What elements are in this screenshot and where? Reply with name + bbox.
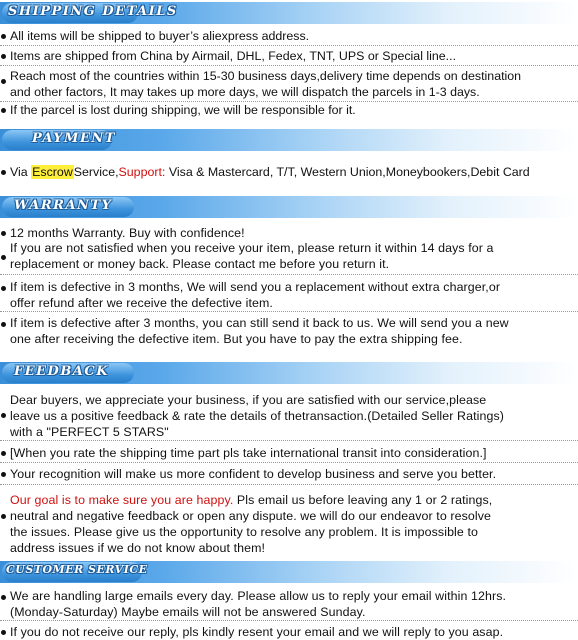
bullet-icon: [1, 286, 6, 291]
divider: [0, 462, 578, 463]
list-item: All items will be shipped to buyer’s aliexpress address.: [0, 28, 578, 44]
divider: [0, 274, 578, 275]
bullet-icon: [1, 108, 6, 113]
list-item: Reach most of the countries within 15-30 business days,delivery time depends on destination and other factors, It may takes up more days, we will dispatch the parcels in 1-3 days.: [0, 68, 578, 100]
list-item: If you do not receive our reply, pls kindly resent your email and we will reply to you asap.: [0, 624, 578, 640]
bullet-icon: [1, 255, 6, 260]
list-item: If item is defective in 3 months, We will send you a replacement without extra charger,or offer refund after we receive the defective item.: [0, 279, 578, 311]
list-item: If item is defective after 3 months, you can still send it back to us. We will send you a new one after receiving the defective item. But you have to pay the extra shipping fee.: [0, 315, 578, 347]
bullet-icon: [1, 79, 6, 84]
feedback-header: [0, 362, 578, 384]
feedback-title: FEEDBACK: [14, 364, 110, 379]
support-label: Support:: [118, 165, 166, 179]
bullet-icon: [1, 34, 6, 39]
divider: [0, 45, 578, 46]
payment-methods: Via EscrowService,Support: Visa & Mastercard, T/T, Western Union,Moneybookers,Debit Card: [0, 164, 578, 180]
bullet-icon: [1, 413, 6, 418]
list-item: If the parcel is lost during shipping, we will be responsible for it.: [0, 102, 578, 118]
shipping-details-header: [0, 2, 578, 24]
divider: [0, 484, 578, 485]
divider: [0, 65, 578, 66]
bullet-icon: [1, 54, 6, 59]
bullet-icon: [1, 451, 6, 456]
divider: [0, 620, 578, 621]
escrow-highlight: Escrow: [32, 165, 73, 179]
list-item: Items are shipped from China by Airmail, DHL, Fedex, TNT, UPS or Special line...: [0, 48, 578, 64]
divider: [0, 440, 578, 441]
bullet-icon: [1, 514, 6, 519]
list-item: Dear buyers, we appreciate your business, if you are satisfied with our service,please leave us a positive feedback & rate the details of thetransaction.(Detailed Seller Ratings) with a "PERFECT 5 STARS": [0, 392, 578, 440]
bullet-icon: [1, 630, 6, 635]
payment-title: PAYMENT: [32, 131, 116, 146]
bullet-icon: [1, 472, 6, 477]
bullet-icon: [1, 170, 6, 175]
list-item: We are handling large emails every day. Please allow us to reply your email within 12hrs. (Monday-Saturday) Maybe emails will not be answered Sunday.: [0, 588, 578, 620]
list-item: If you are not satisfied when you receive your item, please return it within 14 days for a replacement or money back. Please contact me before you return it.: [0, 240, 578, 272]
bullet-icon: [1, 231, 6, 236]
list-item: Your recognition will make us more confident to develop business and serve you better.: [0, 466, 578, 482]
payment-header: [0, 129, 578, 151]
goal-statement: Our goal is to make sure you are happy.: [10, 493, 234, 507]
list-item: [When you rate the shipping time part pls take international transit into consideration.]: [0, 445, 578, 461]
list-item: 12 months Warranty. Buy with confidence!: [0, 225, 578, 241]
warranty-header: [0, 196, 578, 218]
warranty-title: WARRANTY: [14, 198, 113, 213]
customer-service-header: [0, 561, 578, 583]
shipping-details-title: SHIPPING DETAILS: [8, 4, 178, 19]
divider: [0, 311, 578, 312]
bullet-icon: [1, 595, 6, 600]
list-item: Our goal is to make sure you are happy. Pls email us before leaving any 1 or 2 ratings, neutral and negative feedback or open any dispute. we will do our endeavor to resolve the issues. Please give us the opportunity to resolve any problem. It is impossible to address issues if we do not know about them!: [0, 492, 578, 556]
bullet-icon: [1, 322, 6, 327]
customer-service-title: CUSTOMER SERVICE: [6, 563, 148, 576]
